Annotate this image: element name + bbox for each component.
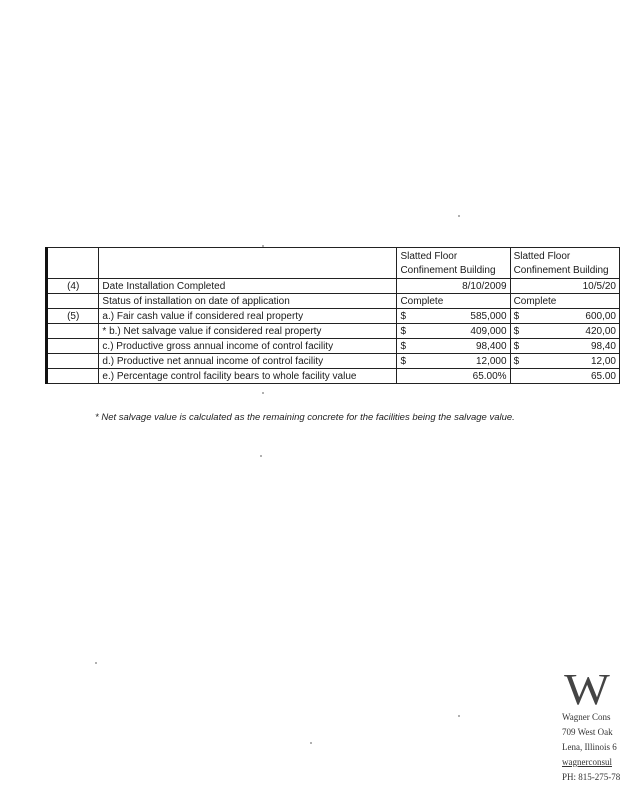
row-label: Status of installation on date of application: [99, 294, 397, 309]
row-number: [47, 369, 99, 384]
cell-col2: [510, 339, 619, 354]
currency-symbol: $: [513, 340, 520, 352]
property-valuation-table: [45, 247, 620, 384]
currency-symbol: $: [400, 325, 407, 337]
table-row-fair-cash-value: [47, 309, 620, 324]
cell-col1: [397, 354, 510, 369]
cell-value: 98,40: [590, 340, 616, 352]
cell-col1: [397, 339, 510, 354]
cell-value: 98,400: [475, 340, 507, 352]
cell-value: 12,000: [475, 355, 507, 367]
cell-value: 420,00: [585, 325, 616, 337]
cell-col1: 65.00%: [397, 369, 510, 384]
cell-value: 12,00: [590, 355, 616, 367]
header-blank-num: [47, 248, 99, 279]
table-header-row: [47, 248, 620, 279]
table-row-net-salvage-value: [47, 324, 620, 339]
scan-speck: [95, 662, 97, 664]
salvage-footnote: * Net salvage value is calculated as the remaining concrete for the facilities being the salvage value.: [95, 412, 515, 423]
row-number: [47, 339, 99, 354]
scan-speck: [262, 392, 264, 394]
row-label: Date Installation Completed: [99, 279, 397, 294]
scan-speck: [260, 455, 262, 457]
row-label: * b.) Net salvage value if considered real property: [99, 324, 397, 339]
row-number: [47, 354, 99, 369]
row-label: d.) Productive net annual income of control facility: [99, 354, 397, 369]
scan-speck: [458, 215, 460, 217]
currency-symbol: $: [400, 355, 407, 367]
cell-col2: [510, 324, 619, 339]
column-header-2: [510, 248, 619, 279]
table-row-gross-income: [47, 339, 620, 354]
header-blank-label: [99, 248, 397, 279]
column-header-1-line1: Slatted Floor: [400, 251, 458, 262]
cell-col1: 8/10/2009: [397, 279, 510, 294]
table-row-percentage: [47, 369, 620, 384]
currency-symbol: $: [400, 340, 407, 352]
cell-value: 600,00: [585, 310, 616, 322]
column-header-2-line2: Confinement Building: [513, 265, 609, 276]
company-city: Lena, Illinois 6: [562, 742, 617, 752]
column-header-1-line2: Confinement Building: [400, 265, 496, 276]
scan-speck: [262, 245, 264, 247]
cell-col2: Complete: [510, 294, 619, 309]
column-header-1: [397, 248, 510, 279]
row-number: [47, 324, 99, 339]
cell-col2: [510, 354, 619, 369]
letterhead-contact: [562, 710, 620, 785]
currency-symbol: $: [513, 310, 520, 322]
company-address: 709 West Oak: [562, 727, 613, 737]
row-label: c.) Productive gross annual income of control facility: [99, 339, 397, 354]
cell-col1: [397, 324, 510, 339]
cell-col2: [510, 309, 619, 324]
cell-value: 409,000: [470, 325, 507, 337]
cell-col2: 65.00: [510, 369, 619, 384]
scan-speck: [310, 742, 312, 744]
currency-symbol: $: [400, 310, 407, 322]
scan-speck: [458, 715, 460, 717]
row-label: e.) Percentage control facility bears to whole facility value: [99, 369, 397, 384]
table-row-net-income: [47, 354, 620, 369]
cell-col1: [397, 309, 510, 324]
row-label: a.) Fair cash value if considered real property: [99, 309, 397, 324]
cell-value: 585,000: [470, 310, 507, 322]
row-number: (4): [47, 279, 99, 294]
cell-col1: Complete: [397, 294, 510, 309]
row-number: [47, 294, 99, 309]
company-logo: W: [564, 665, 607, 714]
currency-symbol: $: [513, 355, 520, 367]
company-website: wagnerconsul: [562, 757, 612, 767]
company-phone: PH: 815-275-78: [562, 772, 620, 782]
currency-symbol: $: [513, 325, 520, 337]
column-header-2-line1: Slatted Floor: [513, 251, 571, 262]
row-number: (5): [47, 309, 99, 324]
cell-col2: 10/5/20: [510, 279, 619, 294]
table-row-date-completed: [47, 279, 620, 294]
table-row-status: [47, 294, 620, 309]
company-name: Wagner Cons: [562, 712, 611, 722]
